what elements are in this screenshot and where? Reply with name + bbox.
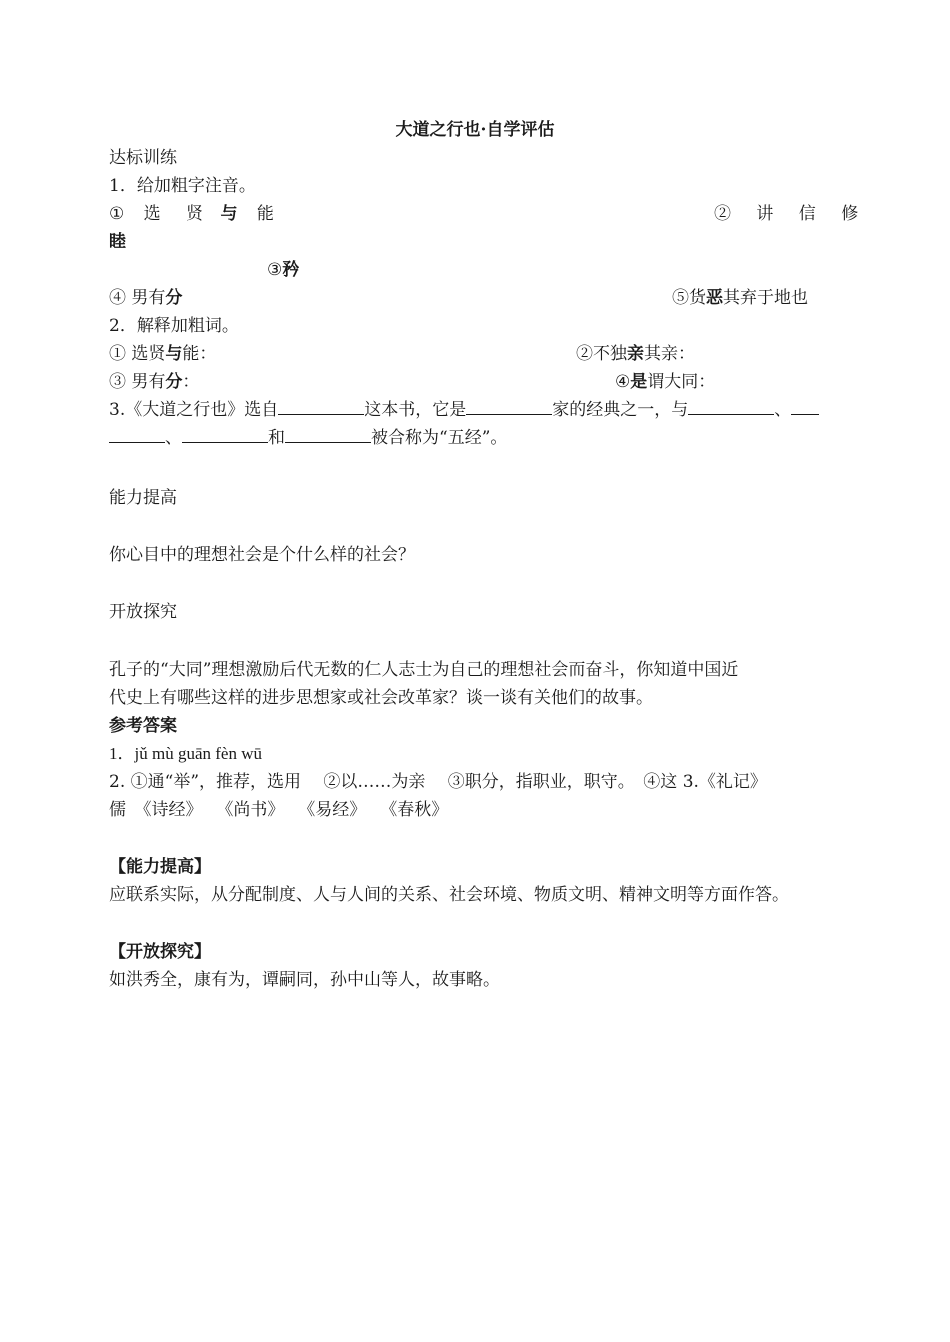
question-3-line-1 [109, 396, 819, 424]
q2-item-1-bold-char: 与 [165, 344, 183, 364]
q3-text-3: 家的经典之一，与 [552, 400, 689, 420]
q2-item-3-bold-char: 分 [165, 372, 183, 392]
section-heading-ability: 能力提高 [109, 488, 177, 508]
q3-text-1: 3.《大道之行也》选自 [109, 400, 279, 420]
q2-item-1-pre: ① 选贤 [109, 344, 166, 364]
q1-item-1-number: ① [109, 204, 125, 224]
q3-text-5: 、 [165, 428, 182, 448]
q3-blank-6[interactable] [285, 424, 371, 443]
q1-item-5-bold-char: 恶 [706, 288, 723, 308]
q2-item-4 [615, 368, 715, 396]
question-3-line-2 [109, 424, 507, 452]
q3-blank-5[interactable] [182, 424, 268, 443]
q2-item-2-bold-char: 亲 [627, 344, 644, 364]
question-2-label: 2．解释加粗词。 [109, 316, 239, 336]
q1-item-4 [109, 284, 182, 312]
ideal-society-question: 你心目中的理想社会是个什么样的社会？ [109, 545, 415, 565]
q1-item-5 [672, 284, 808, 312]
q3-text-2: 这本书，它是 [364, 400, 467, 420]
explore-question-line-2: 代史上有哪些这样的进步思想家或社会改革家？谈一谈有关他们的故事。 [109, 688, 653, 708]
explore-question-line-1: 孔子的“大同”理想激励后代无数的仁人志士为自己的理想社会而奋斗，你知道中国近 [109, 660, 739, 680]
answer-ability: 应联系实际，从分配制度、人与人间的关系、社会环境、物质文明、精神文明等方面作答。 [109, 885, 789, 905]
answer-ability-heading: 【能力提高】 [109, 857, 211, 877]
q3-blank-4b[interactable] [109, 424, 165, 443]
q1-item-1-bold-char: 与 [220, 204, 238, 224]
q3-blank-1[interactable] [278, 396, 364, 415]
answers-heading: 参考答案 [109, 716, 177, 736]
q1-item-2-bold-char: 睦 [109, 232, 126, 252]
q2-item-3-pre: ③ 男有 [109, 372, 166, 392]
q2-item-2-post: 其亲： [644, 344, 695, 364]
q1-item-3 [267, 256, 299, 284]
answer-3: 儒 《诗经》 《尚书》 《易经》 《春秋》 [109, 800, 449, 820]
answer-2: 2. ①通“举”，推荐，选用 ②以……为亲 ③职分，指职业，职守。 ④这 3.《礼记》 [109, 772, 767, 792]
q2-item-4-post: 谓大同： [647, 372, 716, 392]
q2-item-3-post: ： [182, 372, 200, 392]
q1-item-4-bold-char: 分 [165, 288, 183, 308]
q1-item-2-pre: ② 讲 信 修 [714, 204, 869, 224]
q1-item-1-pre: 选 贤 [143, 204, 214, 224]
q2-item-4-pre: ④ [615, 372, 631, 392]
q2-item-1 [109, 340, 216, 368]
q1-item-3-bold-char: 矜 [282, 260, 300, 280]
q1-item-1 [109, 200, 274, 228]
q2-item-3 [109, 368, 199, 396]
question-1-label: 1．给加粗字注音。 [109, 176, 256, 196]
answer-explore: 如洪秀全，康有为，谭嗣同，孙中山等人，故事略。 [109, 970, 500, 990]
q1-item-3-number: ③ [267, 260, 283, 280]
q1-item-5-pre: ⑤货 [672, 288, 706, 308]
q3-blank-4a[interactable] [791, 396, 819, 415]
q3-blank-3[interactable] [688, 396, 774, 415]
q1-item-5-post: 其弃于地也 [723, 288, 808, 308]
answer-1: 1．jǔ mù guān fèn wū [109, 744, 262, 763]
q1-item-4-pre: ④ 男有 [109, 288, 166, 308]
q3-text-7: 被合称为“五经”。 [371, 428, 508, 448]
q1-item-1-post: 能 [256, 204, 274, 224]
q2-item-2 [576, 340, 695, 368]
q2-item-1-post: 能： [182, 344, 217, 364]
q3-text-4: 、 [774, 400, 792, 420]
answer-explore-heading: 【开放探究】 [109, 942, 211, 962]
q3-blank-2[interactable] [466, 396, 552, 415]
section-heading-explore: 开放探究 [109, 602, 177, 622]
q2-item-2-pre: ②不独 [576, 344, 627, 364]
document-title: 大道之行也·自学评估 [395, 120, 555, 140]
q2-item-4-bold-char: 是 [630, 372, 648, 392]
q3-text-6: 和 [268, 428, 285, 448]
section-heading-standard-training: 达标训练 [109, 148, 177, 168]
